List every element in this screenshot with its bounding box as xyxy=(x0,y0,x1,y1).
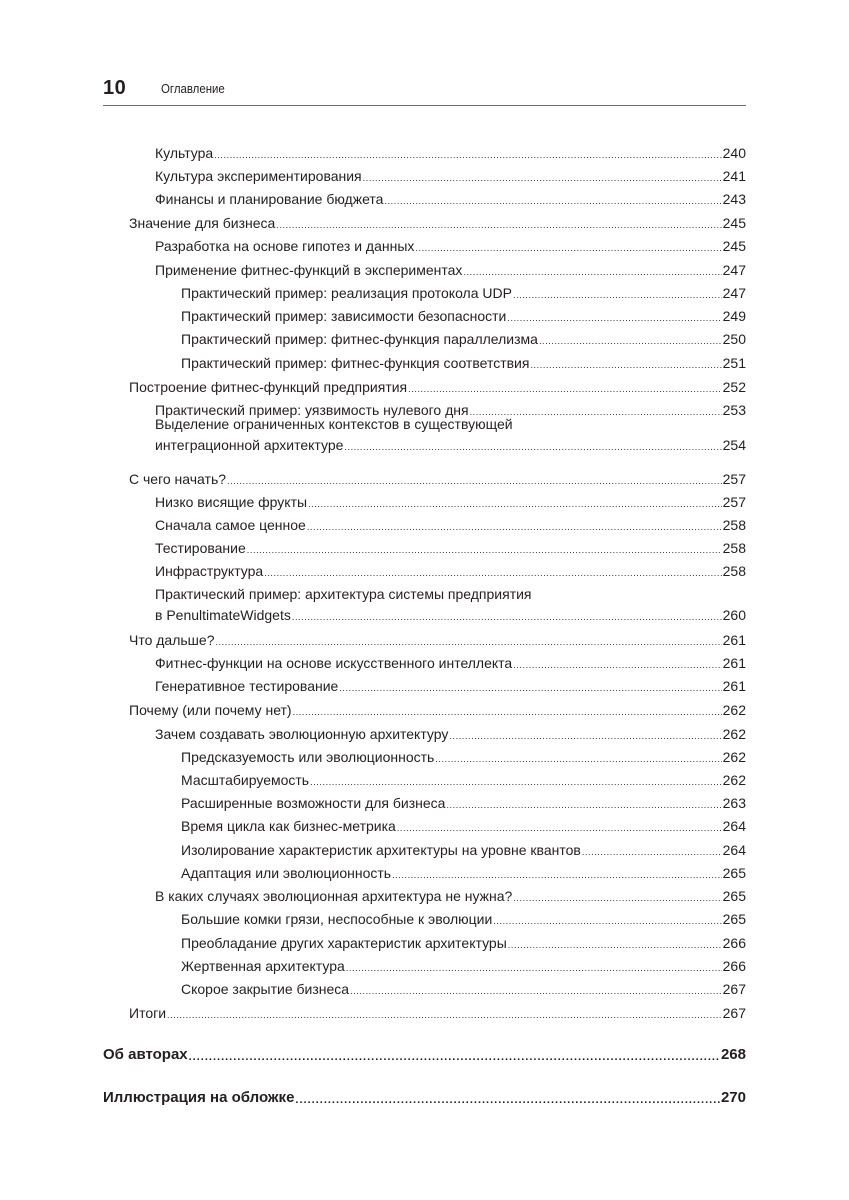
toc-entry-level-2[interactable] xyxy=(155,237,746,255)
dot-leader xyxy=(308,493,722,511)
dot-leader xyxy=(507,307,721,325)
page-number: 10 xyxy=(103,77,127,99)
dot-leader xyxy=(344,436,721,454)
toc-entry-title: Зачем создавать эволюционную архитектуру xyxy=(155,726,449,742)
toc-entry-level-2[interactable] xyxy=(155,493,746,511)
toc-entry-level-2[interactable] xyxy=(155,261,746,279)
toc-entry-title: Практический пример: уязвимость нулевого дня xyxy=(155,402,469,418)
toc-entry-title: Построение фитнес-функций предприятия xyxy=(129,379,408,395)
dot-leader xyxy=(539,330,722,348)
dot-leader xyxy=(530,354,721,372)
dot-leader xyxy=(384,190,721,208)
dot-leader xyxy=(339,677,721,695)
dot-leader xyxy=(310,771,722,789)
toc-entry-page: 258 xyxy=(722,517,746,533)
dot-leader xyxy=(167,1004,722,1022)
toc-entry-level-3[interactable] xyxy=(181,771,746,789)
toc-entry-page: 252 xyxy=(722,379,746,395)
toc-entry-level-1[interactable] xyxy=(129,470,746,488)
toc-entry-level-1[interactable] xyxy=(129,631,746,649)
toc-entry-level-2[interactable] xyxy=(155,725,746,743)
toc-entry-title: Низко висящие фрукты xyxy=(155,494,308,510)
toc-entry-page: 262 xyxy=(722,702,746,718)
toc-entry-level-2[interactable] xyxy=(155,677,746,695)
toc-entry-title: Предсказуемость или эволюционность xyxy=(181,749,435,765)
dot-leader xyxy=(397,817,722,835)
toc-entry-level-3[interactable] xyxy=(181,307,746,325)
dot-leader xyxy=(292,606,722,624)
toc-entry-page: 267 xyxy=(722,981,746,997)
toc-chapter-title: Иллюстрация на обложке xyxy=(103,1089,295,1106)
toc-entry-level-3[interactable] xyxy=(181,794,746,812)
toc-entry-level-2[interactable] xyxy=(155,516,746,534)
dot-leader xyxy=(307,516,722,534)
toc-entry-page: 257 xyxy=(722,471,746,487)
toc-entry-level-3[interactable] xyxy=(181,817,746,835)
toc-chapter-page: 270 xyxy=(720,1089,746,1106)
toc-entry-page: 247 xyxy=(722,285,746,301)
toc-entry-level-1[interactable] xyxy=(129,701,746,719)
toc-entry-title-line1: Выделение ограниченных контекстов в существующей xyxy=(155,416,513,432)
toc-entry-level-2[interactable] xyxy=(155,606,746,624)
toc-entry-page: 266 xyxy=(722,935,746,951)
dot-leader xyxy=(513,284,722,302)
toc-entry-title: Финансы и планирование бюджета xyxy=(155,191,384,207)
toc-chapter-page: 268 xyxy=(720,1046,746,1063)
dot-leader xyxy=(293,701,722,719)
toc-entry-level-3[interactable] xyxy=(181,284,746,302)
toc-entry-level-3[interactable] xyxy=(181,934,746,952)
toc-entry-title: Жертвенная архитектура xyxy=(181,958,345,974)
toc-entry-title: Практический пример: фитнес-функция соответствия xyxy=(181,355,530,371)
toc-entry-title: Культура экспериментирования xyxy=(155,168,362,184)
toc-entry-title: Практический пример: фитнес-функция параллелизма xyxy=(181,331,538,347)
toc-entry-page: 241 xyxy=(722,168,746,184)
header-divider xyxy=(103,105,746,106)
toc-entry-page: 265 xyxy=(722,911,746,927)
toc-entry-level-2[interactable] xyxy=(155,144,746,162)
toc-entry-title-line1: Практический пример: архитектура системы предприятия xyxy=(155,586,532,602)
toc-entry-level-2[interactable] xyxy=(155,654,746,672)
toc-entry-page: 264 xyxy=(722,842,746,858)
dot-leader xyxy=(392,864,722,882)
toc-entry-page: 258 xyxy=(722,540,746,556)
toc-entry-title: Генеративное тестирование xyxy=(155,678,339,694)
dot-leader xyxy=(247,539,722,557)
toc-entry-page: 261 xyxy=(722,655,746,671)
toc-entry-title: интеграционной архитектуре xyxy=(155,437,344,453)
toc-entry-level-2[interactable] xyxy=(155,436,746,454)
toc-entry-page: 265 xyxy=(722,888,746,904)
dot-leader xyxy=(295,1089,720,1107)
toc-entry-page: 260 xyxy=(722,607,746,623)
dot-leader xyxy=(227,470,722,488)
dot-leader xyxy=(446,794,721,812)
toc-entry-level-3[interactable] xyxy=(181,354,746,372)
toc-entry-level-2[interactable] xyxy=(155,167,746,185)
toc-entry-level-1[interactable] xyxy=(129,378,746,396)
toc-entry-page: 245 xyxy=(722,238,746,254)
toc-chapter-entry[interactable] xyxy=(103,1046,746,1064)
toc-entry-page: 247 xyxy=(722,262,746,278)
toc-entry-title: Адаптация или эволюционность xyxy=(181,865,392,881)
toc-chapter-entry[interactable] xyxy=(103,1089,746,1107)
dot-leader xyxy=(508,934,722,952)
dot-leader xyxy=(214,144,721,162)
dot-leader xyxy=(264,562,721,580)
toc-entry-title: Сначала самое ценное xyxy=(155,517,306,533)
toc-entry-title: Значение для бизнеса xyxy=(129,215,276,231)
toc-entry-page: 266 xyxy=(722,958,746,974)
toc-entry-page: 261 xyxy=(722,632,746,648)
running-header xyxy=(103,76,746,100)
toc-entry-page: 257 xyxy=(722,494,746,510)
toc-entry-title: Практический пример: реализация протокола UDP xyxy=(181,285,512,301)
toc-entry-level-3[interactable] xyxy=(181,980,746,998)
toc-entry-page: 265 xyxy=(722,865,746,881)
toc-entry-page: 240 xyxy=(722,145,746,161)
toc-entry-level-2[interactable] xyxy=(155,562,746,580)
toc-entry-title: Культура xyxy=(155,145,214,161)
toc-chapter-title: Об авторах xyxy=(103,1046,188,1063)
dot-leader xyxy=(408,378,722,396)
dot-leader xyxy=(215,631,721,649)
toc-entry-level-3[interactable] xyxy=(181,330,746,348)
toc-entry-title: Фитнес-функции на основе искусственного интеллекта xyxy=(155,655,513,671)
dot-leader xyxy=(346,957,722,975)
toc-entry-title: Время цикла как бизнес-метрика xyxy=(181,818,396,834)
dot-leader xyxy=(276,214,721,232)
dot-leader xyxy=(463,261,721,279)
toc-entry-title: Практический пример: зависимости безопасности xyxy=(181,308,507,324)
toc-entry-title: Применение фитнес-функций в экспериментах xyxy=(155,262,463,278)
dot-leader xyxy=(513,887,721,905)
toc-entry-title: Почему (или почему нет) xyxy=(129,702,292,718)
toc-entry-page: 249 xyxy=(722,308,746,324)
toc-entry-title: Скорое закрытие бизнеса xyxy=(181,981,350,997)
toc-entry-title: Тестирование xyxy=(155,540,246,556)
dot-leader xyxy=(189,1046,720,1064)
dot-leader xyxy=(350,980,722,998)
dot-leader xyxy=(435,748,721,766)
toc-entry-title: В каких случаях эволюционная архитектура не нужна? xyxy=(155,888,513,904)
dot-leader xyxy=(415,237,721,255)
toc-entry-level-3[interactable] xyxy=(181,910,746,928)
toc-entry-title: Инфраструктура xyxy=(155,563,264,579)
toc-entry-title: Разработка на основе гипотез и данных xyxy=(155,238,415,254)
toc-entry-level-2[interactable] xyxy=(155,190,746,208)
dot-leader xyxy=(513,654,721,672)
toc-entry-page: 251 xyxy=(722,355,746,371)
toc-entry-level-3[interactable] xyxy=(181,957,746,975)
toc-entry-page: 254 xyxy=(722,437,746,453)
toc-entry-title: в PenultimateWidgets xyxy=(155,607,291,623)
toc-entry-page: 264 xyxy=(722,818,746,834)
toc-entry-title: Изолирование характеристик архитектуры на уровне квантов xyxy=(181,842,581,858)
toc-entry-page: 245 xyxy=(722,215,746,231)
toc-entry-page: 267 xyxy=(722,1005,746,1021)
toc-entry-title: Преобладание других характеристик архитектуры xyxy=(181,935,507,951)
dot-leader xyxy=(493,910,721,928)
dot-leader xyxy=(363,167,722,185)
toc-entry-title: Масштабируемость xyxy=(181,772,310,788)
toc-entry-page: 262 xyxy=(722,749,746,765)
toc-entry-level-1[interactable] xyxy=(129,1004,746,1022)
toc-entry-page: 253 xyxy=(722,402,746,418)
toc-entry-title: Итоги xyxy=(129,1005,167,1021)
toc-entry-title: Расширенные возможности для бизнеса xyxy=(181,795,446,811)
toc-entry-page: 243 xyxy=(722,191,746,207)
toc-entry-title: Что дальше? xyxy=(129,632,215,648)
toc-entry-page: 250 xyxy=(722,331,746,347)
toc-entry-page: 262 xyxy=(722,726,746,742)
toc-entry-level-2[interactable] xyxy=(155,887,746,905)
toc-entry-page: 263 xyxy=(722,795,746,811)
dot-leader xyxy=(449,725,721,743)
toc-entry-level-3[interactable] xyxy=(181,841,746,859)
toc-entry-level-3[interactable] xyxy=(181,864,746,882)
toc-entry-level-1[interactable] xyxy=(129,214,746,232)
toc-entry-page: 261 xyxy=(722,678,746,694)
toc-entry-level-3[interactable] xyxy=(181,748,746,766)
toc-entry-title: Большие комки грязи, неспособные к эволюции xyxy=(181,911,493,927)
dot-leader xyxy=(582,841,722,859)
toc-entry-level-2[interactable] xyxy=(155,539,746,557)
running-header-title: Оглавление xyxy=(161,81,225,96)
toc-entry-page: 262 xyxy=(722,772,746,788)
toc-entry-title: С чего начать? xyxy=(129,471,227,487)
toc-entry-page: 258 xyxy=(722,563,746,579)
